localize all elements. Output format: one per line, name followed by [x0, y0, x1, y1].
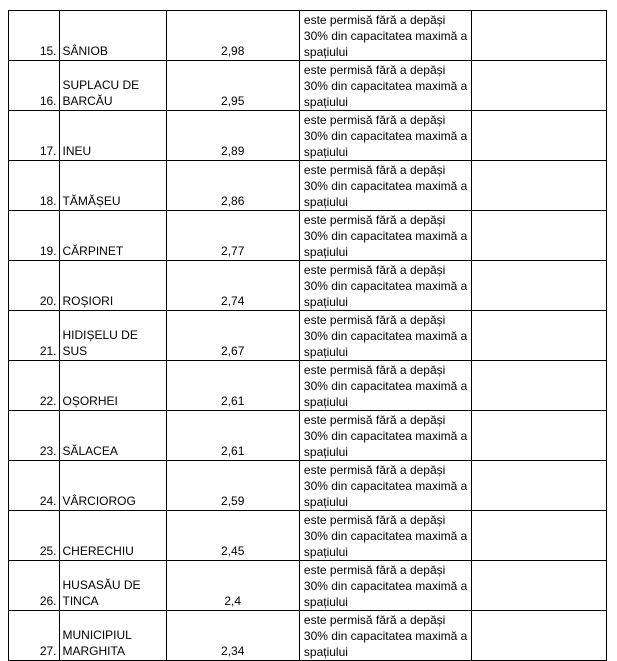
condition-text: este permisă fără a depăși 30% din capacitatea maximă a spațiului — [303, 563, 468, 609]
condition-text: este permisă fără a depăși 30% din capacitatea maximă a spațiului — [303, 63, 468, 109]
table-row — [9, 11, 607, 61]
empty-cell — [471, 211, 606, 261]
row-number-text: 20. — [39, 294, 57, 308]
condition-text: este permisă fără a depăși 30% din capacitatea maximă a spațiului — [303, 513, 468, 559]
value-cell — [166, 611, 299, 661]
value-cell — [166, 311, 299, 361]
condition-text: este permisă fără a depăși 30% din capacitatea maximă a spațiului — [303, 413, 468, 459]
locality-name-text: SUPLACU DE BARCĂU — [62, 78, 140, 108]
value-cell — [166, 561, 299, 611]
condition-cell — [299, 261, 471, 311]
condition-cell — [299, 311, 471, 361]
row-number-cell — [9, 361, 60, 411]
empty-cell — [471, 561, 606, 611]
row-number-cell — [9, 61, 60, 111]
value-cell — [166, 161, 299, 211]
locality-name-cell — [59, 161, 166, 211]
empty-cell — [471, 61, 606, 111]
value-cell — [166, 511, 299, 561]
locality-name-cell — [59, 11, 166, 61]
row-number-text: 23. — [39, 444, 57, 458]
locality-name-cell — [59, 361, 166, 411]
value-cell — [166, 111, 299, 161]
condition-text: este permisă fără a depăși 30% din capacitatea maximă a spațiului — [303, 113, 468, 159]
table-row — [9, 561, 607, 611]
condition-cell — [299, 361, 471, 411]
table-row — [9, 61, 607, 111]
row-number-cell — [9, 311, 60, 361]
table-row — [9, 461, 607, 511]
empty-cell — [471, 361, 606, 411]
condition-cell — [299, 611, 471, 661]
row-number-cell — [9, 161, 60, 211]
condition-cell — [299, 561, 471, 611]
locality-name-text: SÂNIOB — [62, 44, 108, 58]
locality-name-text: TĂMĂȘEU — [62, 194, 121, 208]
row-number-text: 18. — [39, 194, 57, 208]
row-number-text: 26. — [39, 594, 57, 608]
row-number-cell — [9, 11, 60, 61]
value-text: 2,98 — [221, 44, 245, 58]
empty-cell — [471, 111, 606, 161]
value-text: 2,89 — [221, 144, 245, 158]
condition-cell — [299, 161, 471, 211]
table-row — [9, 411, 607, 461]
condition-cell — [299, 11, 471, 61]
row-number-text: 16. — [39, 94, 57, 108]
value-text: 2,86 — [221, 194, 245, 208]
table-row — [9, 261, 607, 311]
locality-name-cell — [59, 511, 166, 561]
row-number-cell — [9, 111, 60, 161]
locality-name-text: OȘORHEI — [62, 394, 118, 408]
value-text: 2,59 — [221, 494, 245, 508]
locality-name-cell — [59, 561, 166, 611]
value-cell — [166, 61, 299, 111]
empty-cell — [471, 161, 606, 211]
value-cell — [166, 11, 299, 61]
condition-text: este permisă fără a depăși 30% din capacitatea maximă a spațiului — [303, 213, 468, 259]
row-number-text: 25. — [39, 544, 57, 558]
condition-text: este permisă fără a depăși 30% din capacitatea maximă a spațiului — [303, 163, 468, 209]
condition-text: este permisă fără a depăși 30% din capacitatea maximă a spațiului — [303, 13, 468, 59]
value-cell — [166, 461, 299, 511]
row-number-text: 24. — [39, 494, 57, 508]
table-row — [9, 611, 607, 661]
empty-cell — [471, 311, 606, 361]
row-number-text: 21. — [39, 344, 57, 358]
empty-cell — [471, 611, 606, 661]
condition-cell — [299, 211, 471, 261]
row-number-text: 15. — [39, 44, 57, 58]
locality-name-cell — [59, 311, 166, 361]
locality-name-text: VÂRCIOROG — [62, 494, 136, 508]
condition-cell — [299, 511, 471, 561]
empty-cell — [471, 511, 606, 561]
row-number-cell — [9, 411, 60, 461]
row-number-cell — [9, 211, 60, 261]
empty-cell — [471, 461, 606, 511]
condition-text: este permisă fără a depăși 30% din capacitatea maximă a spațiului — [303, 363, 468, 409]
table-row — [9, 511, 607, 561]
condition-cell — [299, 411, 471, 461]
locality-name-text: CĂRPINET — [62, 244, 124, 258]
value-text: 2,45 — [221, 544, 245, 558]
table-body — [9, 11, 607, 661]
locality-name-cell — [59, 611, 166, 661]
empty-cell — [471, 11, 606, 61]
value-text: 2,67 — [221, 344, 245, 358]
value-text: 2,4 — [224, 594, 242, 608]
row-number-cell — [9, 461, 60, 511]
row-number-cell — [9, 561, 60, 611]
row-number-cell — [9, 611, 60, 661]
row-number-cell — [9, 261, 60, 311]
table-row — [9, 161, 607, 211]
locality-name-cell — [59, 261, 166, 311]
value-cell — [166, 211, 299, 261]
row-number-text: 22. — [39, 394, 57, 408]
value-cell — [166, 361, 299, 411]
value-text: 2,77 — [221, 244, 245, 258]
locality-name-cell — [59, 411, 166, 461]
locality-name-text: HUSASĂU DE TINCA — [62, 578, 141, 608]
locality-name-text: CHERECHIU — [62, 544, 134, 558]
localities-table — [8, 10, 607, 661]
value-text: 2,95 — [221, 94, 245, 108]
condition-cell — [299, 111, 471, 161]
table-row — [9, 211, 607, 261]
condition-text: este permisă fără a depăși 30% din capacitatea maximă a spațiului — [303, 313, 468, 359]
locality-name-text: HIDIȘELU DE SUS — [62, 328, 138, 358]
condition-text: este permisă fără a depăși 30% din capacitatea maximă a spațiului — [303, 613, 468, 659]
condition-text: este permisă fără a depăși 30% din capacitatea maximă a spațiului — [303, 263, 468, 309]
row-number-text: 19. — [39, 244, 57, 258]
locality-name-text: MUNICIPIUL MARGHITA — [62, 628, 132, 658]
value-text: 2,61 — [221, 444, 245, 458]
locality-name-cell — [59, 61, 166, 111]
value-cell — [166, 261, 299, 311]
row-number-text: 17. — [39, 144, 57, 158]
empty-cell — [471, 261, 606, 311]
table-row — [9, 311, 607, 361]
locality-name-text: INEU — [62, 144, 92, 158]
locality-name-cell — [59, 211, 166, 261]
value-cell — [166, 411, 299, 461]
row-number-cell — [9, 511, 60, 561]
value-text: 2,74 — [221, 294, 245, 308]
locality-name-text: SĂLACEA — [62, 444, 118, 458]
value-text: 2,34 — [221, 644, 245, 658]
row-number-text: 27. — [39, 644, 57, 658]
empty-cell — [471, 411, 606, 461]
table-row — [9, 111, 607, 161]
value-text: 2,61 — [221, 394, 245, 408]
condition-cell — [299, 461, 471, 511]
locality-name-cell — [59, 111, 166, 161]
locality-name-cell — [59, 461, 166, 511]
condition-text: este permisă fără a depăși 30% din capacitatea maximă a spațiului — [303, 463, 468, 509]
locality-name-text: ROȘIORI — [62, 294, 114, 308]
condition-cell — [299, 61, 471, 111]
table-row — [9, 361, 607, 411]
